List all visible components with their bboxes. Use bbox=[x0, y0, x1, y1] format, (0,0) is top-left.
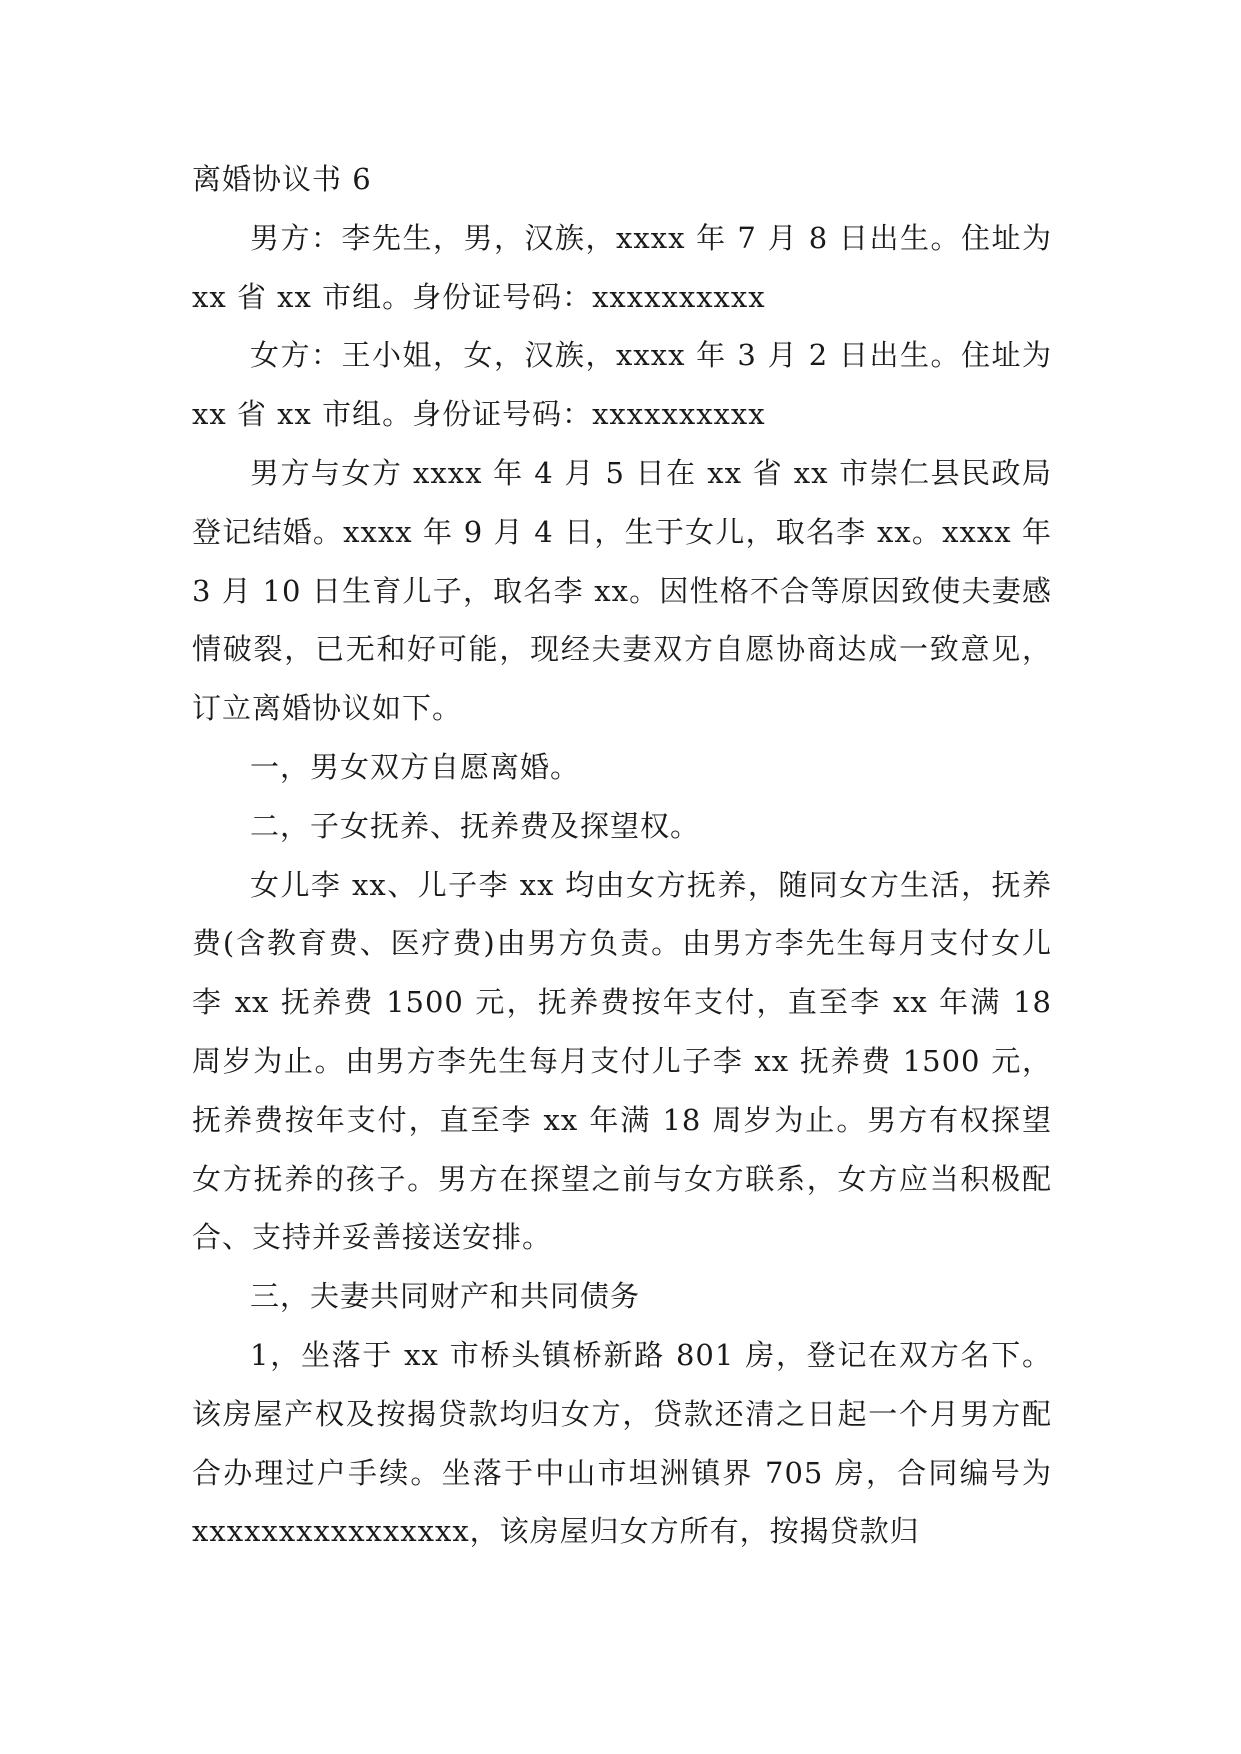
paragraph-child-support: 女儿李 xx、儿子李 xx 均由女方抚养，随同女方生活，抚养费(含教育费、医疗费)由男方负责。由男方李先生每月支付女儿李 xx 抚养费 1500 元，抚养费按年支付，直至李 xx 年满 18 周岁为止。由男方李先生每月支付儿子李 xx 抚养费 1500 元，抚养费按年支付，直至李 xx 年满 18 周岁为止。男方有权探望女方抚养的孩子。男方在探望之前与女方联系，女方应当积极配合、支持并妥善接送安排。 bbox=[192, 867, 1052, 1255]
paragraph-marriage-background: 男方与女方 xxxx 年 4 月 5 日在 xx 省 xx 市崇仁县民政局登记结婚。xxxx 年 9 月 4 日，生于女儿，取名李 xx。xxxx 年 3 月 10 日生育儿子，取名李 xx。因性格不合等原因致使夫妻感情破裂，已无和好可能，现经夫妻双方自愿协商达成一致意见，订立离婚协议如下。 bbox=[192, 455, 1052, 726]
clause-one-heading: 一，男女双方自愿离婚。 bbox=[250, 749, 581, 784]
paragraph-wife-info: 女方：王小姐，女，汉族，xxxx 年 3 月 2 日出生。住址为 xx 省 xx 市组。身份证号码：xxxxxxxxxx bbox=[192, 338, 1052, 432]
document-title: 离婚协议书 6 bbox=[192, 162, 372, 196]
document-body bbox=[192, 150, 1052, 1561]
clause-two-heading: 二，子女抚养、抚养费及探望权。 bbox=[250, 808, 701, 843]
paragraph-husband-info: 男方：李先生，男，汉族，xxxx 年 7 月 8 日出生。住址为 xx 省 xx 市组。身份证号码：xxxxxxxxxx bbox=[192, 220, 1052, 314]
paragraph-property-division: 1，坐落于 xx 市桥头镇桥新路 801 房，登记在双方名下。该房屋产权及按揭贷款均归女方，贷款还清之日起一个月男方配合办理过户手续。坐落于中山市坦洲镇界 705 房，合同编号为 xxxxxxxxxxxxxxxx，该房屋归女方所有，按揭贷款归 bbox=[192, 1337, 1052, 1549]
clause-three-heading: 三，夫妻共同财产和共同债务 bbox=[250, 1279, 641, 1314]
